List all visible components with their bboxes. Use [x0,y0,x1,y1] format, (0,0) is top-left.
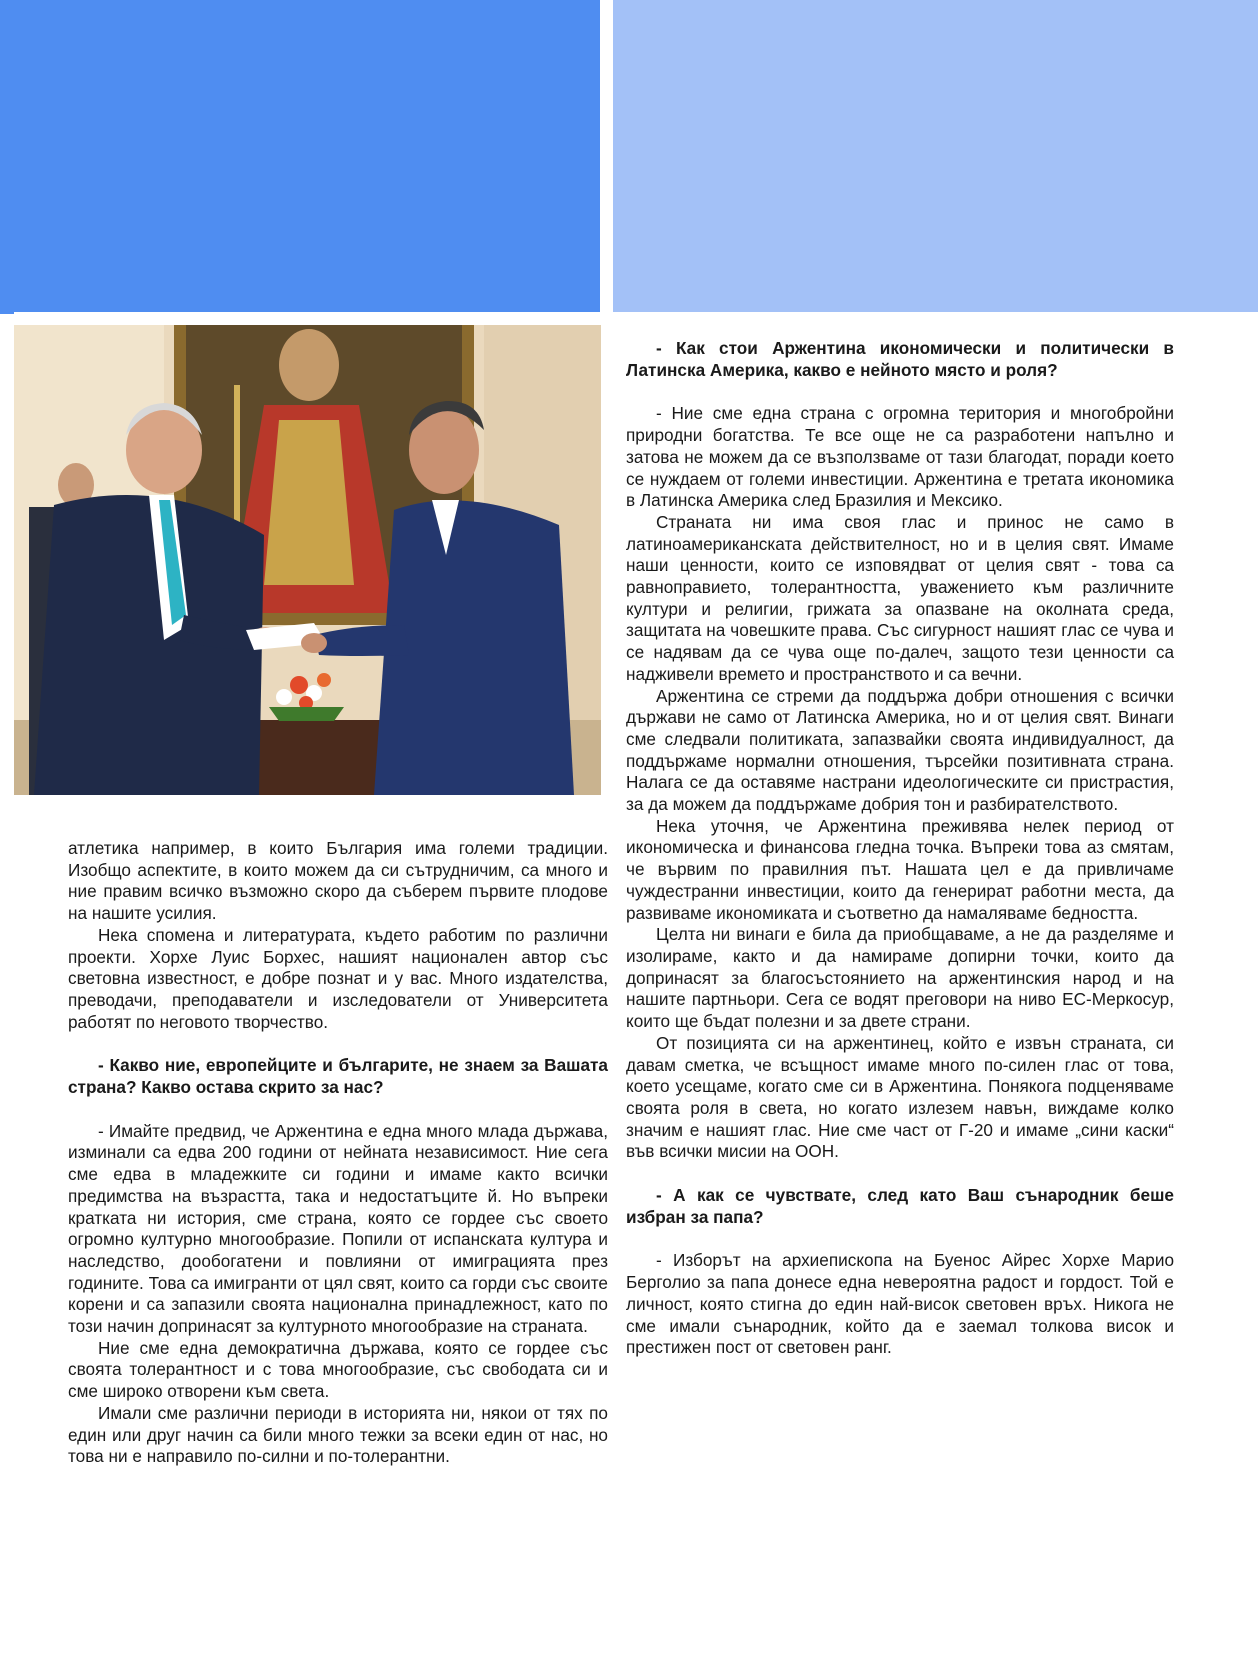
paragraph: Нека уточня, че Аржентина преживява нелек период от икономическа и финансова гледна точка. Въпреки това аз смятам, че вървим по правилния път. Нашата цел е да привличаме чуждестранни инвестиции, които да генерират работни места, да развиваме икономиката и съответно да намаляваме бедността. [626,815,1174,923]
interview-question: - Как стои Аржентина икономически и политически в Латинска Америка, какво е нейното място и роля? [626,338,1174,380]
paragraph: атлетика например, в които България има големи традиции. Изобщо аспектите, в които можем да си сътрудничим, са много и ние правим всичко възможно скоро да съберем първите плодове на нашите усилия. [68,838,608,924]
photo-ambassador-credentials-icon [14,325,601,795]
right-text-column [626,338,1174,1359]
paragraph: - Имайте предвид, че Аржентина е една много млада държава, изминали са едва 200 години от нейната независимост. Ние сега сме едва в младежките си години и имаме както всички предимства на възрастта, така и недостатъците й. Но въпреки кратката ни история, сме страна, която се гордее със своето огромно културно многообразие. Попили от испанската култура и наследство, дообогатени и повлияни от имиграцията през годините. Това са имигранти от цял свят, които са горди със своите корени и са запазили своята национална принадлежност, като по този начин допринасят за културното многообразие на страната. [68,1120,608,1337]
band-accent [0,312,14,314]
paragraph: Страната ни има своя глас и принос не само в латиноамериканската действителност, но и в целия свят. Имаме наши ценности, които се изповядват от целия свят - това са равноправието, толерантността, уважението към различните култури и религии, грижата за опазване на околната среда, защитата на човешките права. Със сигурност нашият глас се чува и се надявам да се чува още по-далеч, защото тези ценности са надживели времето и пространството и са вечни. [626,511,1174,684]
paragraph: - Изборът на архиепископа на Буенос Айрес Хорхе Марио Берголио за папа донесе една невероятна радост и гордост. Той е личност, която стигна до един най-висок световен връх. Никога не сме имали сънародник, който да е заемал толкова висок и престижен пост от световен ранг. [626,1250,1174,1358]
paragraph: От позицията си на аржентинец, който е извън страната, си давам сметка, че всъщност имаме много по-силен глас от това, което усещаме, когато сме си в Аржентина. Понякога подценяваме своята роля в света, но когато излезем навън, виждаме колко значим е нашият глас. Ние сме част от Г-20 и имаме „сини каски“ във всички мисии на ООН. [626,1032,1174,1162]
paragraph: Имали сме различни периоди в историята ни, някои от тях по един или друг начин са били много тежки за всеки един от нас, но това ни е направило по-силни и по-толерантни. [68,1402,608,1467]
left-text-column [68,838,608,1468]
paragraph: Нека спомена и литературата, където работим по различни проекти. Хорхе Луис Борхес, нашият национален автор със световна известност, е добре познат и у вас. Много издателства, преводачи, преподаватели и изследователи от Университета работят по неговото творчество. [68,924,608,1032]
interview-question: - А как се чувствате, след като Ваш сънародник беше избран за папа? [626,1185,1174,1227]
article-photo [14,325,601,795]
paragraph: Ние сме една демократична държава, която се гордее със своята толерантност и с това многообразие, със свободата си и сме широко отворени към света. [68,1337,608,1402]
paragraph: - Ние сме една страна с огромна територия и многобройни природни богатства. Те все още не са разработени напълно и затова не можем да се възползваме от тази благодат, поради което се нуждаем от големи инвестиции. Аржентина е третата икономика в Латинска Америка след Бразилия и Мексико. [626,403,1174,511]
header-color-band-right [613,0,1258,312]
header-color-band-left [0,0,600,312]
paragraph: Аржентина се стреми да поддържа добри отношения с всички държави не само от Латинска Америка, но и от целия свят. Винаги сме следвали политиката, запазвайки своята индивидуалност, да поддържаме нормални отношения, търсейки позитивната страна. Налага се да оставяме настрани идеологическите си пристрастия, за да можем да поддържаме добрия тон и разбирателството. [626,685,1174,815]
paragraph: Целта ни винаги е била да приобщаваме, а не да разделяме и изолираме, както и да намираме допирни точки, които да допринасят за благосъстоянието на аржентинския народ и на нашите партньори. Сега се водят преговори на ниво ЕС-Меркосур, които ще бъдат полезни и за двете страни. [626,924,1174,1032]
interview-question: - Какво ние, европейците и българите, не знаем за Вашата страна? Какво остава скрито за нас? [68,1055,608,1098]
